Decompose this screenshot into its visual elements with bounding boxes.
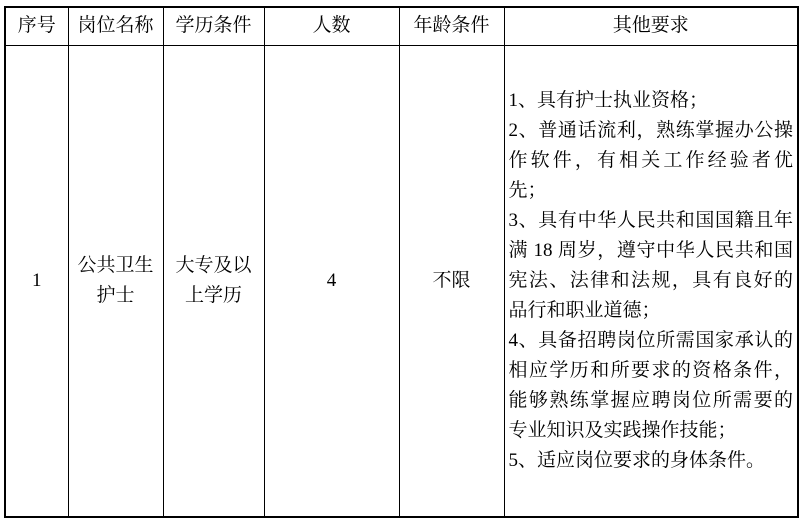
cell-age: 不限 [399,45,504,517]
requirement-item: 4、具备招聘岗位所需国家承认的相应学历和所要求的资格条件，能够熟练掌握应聘岗位所需要的专业知识及实践操作技能； [508,329,793,441]
cell-education: 大专及以上学历 [163,45,264,517]
requirement-item: 3、具有中华人民共和国国籍且年满 18 周岁，遵守中华人民共和国宪法、法律和法规，具有良好的品行和职业道德； [508,209,793,321]
header-row [5,7,798,45]
column-header-serial: 序号 [5,7,68,45]
cell-serial: 1 [5,45,68,517]
requirement-item: 1、具有护士执业资格； [508,89,709,111]
requirement-item: 5、适应岗位要求的身体条件。 [508,449,766,471]
column-header-other-requirements: 其他要求 [504,7,798,45]
column-header-education: 学历条件 [163,7,264,45]
column-header-age: 年龄条件 [399,7,504,45]
cell-other-requirements [504,45,798,517]
recruitment-table [4,6,799,518]
table-row [5,45,798,517]
requirement-item: 2、普通话流利，熟练掌握办公操作软件，有相关工作经验者优先； [508,119,793,201]
cell-headcount: 4 [264,45,399,517]
column-header-position: 岗位名称 [68,7,163,45]
cell-position: 公共卫生护士 [68,45,163,517]
column-header-headcount: 人数 [264,7,399,45]
